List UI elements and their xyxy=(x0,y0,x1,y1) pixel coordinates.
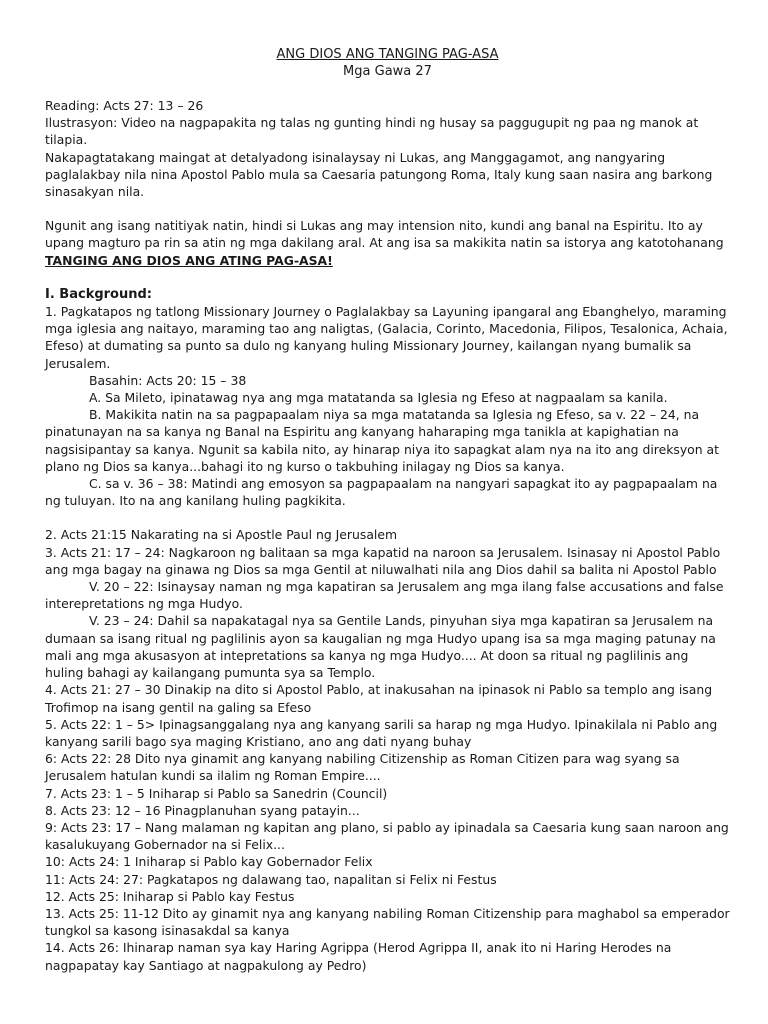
list-item-5: 5. Acts 22: 1 – 5> Ipinagsanggalang nya ang kanyang sarili sa harap ng mga Hudyo. Ipinakilala ni Pablo ang kanyang sarili bago sya maging Kristiano, ano ang dati nyang buhay xyxy=(45,716,718,749)
background-sub-a: A. Sa Mileto, ipinatawag nya ang mga matatanda sa Iglesia ng Efeso at nagpaalam sa kanila. xyxy=(89,390,668,406)
list-item-v20: V. 20 – 22: Isinaysay naman ng mga kapatiran sa Jerusalem ang mga ilang false accusations and false interepretations ng mga Hudyo. xyxy=(45,579,724,612)
list-item-10: 10: Acts 24: 1 Iniharap si Pablo kay Gobernador Felix xyxy=(45,854,373,870)
ilustrasyon-paragraph: Ilustrasyon: Video na nagpapakita ng talas ng gunting hindi ng husay sa paggugupit ng paa ng manok at tilapia. xyxy=(45,115,699,148)
document-header xyxy=(45,46,730,80)
list-item-13: 13. Acts 25: 11-12 Dito ay ginamit nya ang kanyang nabiling Roman Citizenship para maghabol sa emperador tungkol sa kasong isinasakdal sa kanya xyxy=(45,905,730,939)
reading-line: Reading: Acts 27: 13 – 26 xyxy=(45,98,204,113)
list-item-8: 8. Acts 23: 12 – 16 Pinagplanuhan syang patayin... xyxy=(45,802,360,818)
list-item-6: 6: Acts 22: 28 Dito nya ginamit ang kanyang nabiling Citizenship as Roman Citizen para wag syang sa Jerusalem hatulan kundi sa ilalim ng Roman Empire.... xyxy=(45,751,680,784)
document-title: ANG DIOS ANG TANGING PAG-ASA xyxy=(276,47,499,62)
list-item-14: 14. Acts 26: Ihinarap naman sya kay Haring Agrippa (Herod Agrippa II, anak ito ni Haring Herodes na nagpapatay kay Santiago at nagpakulong ay Pedro) xyxy=(45,940,672,973)
emphasis-line: TANGING ANG DIOS ANG ATING PAG-ASA! xyxy=(45,252,333,268)
background-item-1: 1. Pagkatapos ng tatlong Missionary Journey o Paglalakbay sa Layuning ipangaral ang Ebanghelyo, maraming mga iglesia ang naitayo, maraming tao ang naligtas, (Galacia, Corinto, Macedonia, Filipos, Tesalonica, Achaia, Efeso) at dumating sa punto sa dulo ng kanyang huling Missionary Journey, kailangan nyang bumalik sa Jerusalem. xyxy=(45,304,728,371)
background-sub-b: B. Makikita natin na sa pagpapaalam niya sa mga matatanda sa Iglesia ng Efeso, sa v. 22 – 24, na pinatunayan na sa kanya ng Banal na Espiritu ang kanyang haharaping mga tanikla at kapighatian na nagsisipantay sa kanya. Ngunit sa kabila nito, ay hinarap niya ito sapagkat alam nya na ito ang direksyon at plano ng Dios sa kanya...bahagi ito ng kurso o takbuhing inilagay ng Dios sa kanya. xyxy=(45,407,719,474)
list-item-v23: V. 23 – 24: Dahil sa napakatagal nya sa Gentile Lands, pinyuhan siya mga kapatiran sa Jerusalem na dumaan sa isang ritual ng paglilinis ayon sa kaugalian ng mga Hudyo upang isa sa mga maging patunay na mali ang mga akusasyon at intepretations sa kanya ng mga Hudyo.... At doon sa ritual ng paglilinis ang huling bahagi ay kailangang pumunta sya sa Templo. xyxy=(45,613,716,681)
basahin-line: Basahin: Acts 20: 15 – 38 xyxy=(89,372,247,388)
list-item-9: 9: Acts 23: 17 – Nang malaman ng kapitan ang plano, si pablo ay ipinadala sa Caesaria kung saan naroon ang kasalukuyang Gobernador na si Felix... xyxy=(45,819,729,853)
list-item-4: 4. Acts 21: 27 – 30 Dinakip na dito si Apostol Pablo, at inakusahan na ipinasok ni Pablo sa templo ang isang Trofimop na isang gentil na galing sa Efeso xyxy=(45,682,713,715)
section-heading-background: I. Background: xyxy=(45,286,152,302)
document-subtitle: Mga Gawa 27 xyxy=(343,64,432,79)
list-item-3: 3. Acts 21: 17 – 24: Nagkaroon ng balitaan sa mga kapatid na naroon sa Jerusalem. Isinasay ni Apostol Pablo ang mga bagay na ginawa ng Dios sa mga Gentil at niluwalhati nila ang Dios dahil sa balita ni Apostol Pablo xyxy=(45,544,721,577)
intro-paragraph-2: Ngunit ang isang natitiyak natin, hindi si Lukas ang may intension nito, kundi ang banal na Espiritu. Ito ay upang magturo pa rin sa atin ng mga dakilang aral. At ang isa sa makikita natin sa istorya ang katotohanang xyxy=(45,218,724,251)
background-sub-c: C. sa v. 36 – 38: Matindi ang emosyon sa pagpapaalam na nangyari sapagkat ito ay pagpapaalam na ng tuluyan. Ito na ang kanilang huling pagkikita. xyxy=(45,476,718,509)
intro-paragraph-1: Nakapagtatakang maingat at detalyadong isinalaysay ni Lukas, ang Manggagamot, ang nangyaring paglalakbay nila nina Apostol Pablo mula sa Caesaria patungong Roma, Italy kung saan nasira ang barkong sinasakyan nila. xyxy=(45,149,713,200)
list-item-7: 7. Acts 23: 1 – 5 Iniharap si Pablo sa Sanedrin (Council) xyxy=(45,785,388,801)
list-item-11: 11: Acts 24: 27: Pagkatapos ng dalawang tao, napalitan si Felix ni Festus xyxy=(45,871,497,887)
list-item-12: 12. Acts 25: Iniharap si Pablo kay Festus xyxy=(45,888,295,904)
list-item-2: 2. Acts 21:15 Nakarating na si Apostle Paul ng Jerusalem xyxy=(45,527,398,543)
